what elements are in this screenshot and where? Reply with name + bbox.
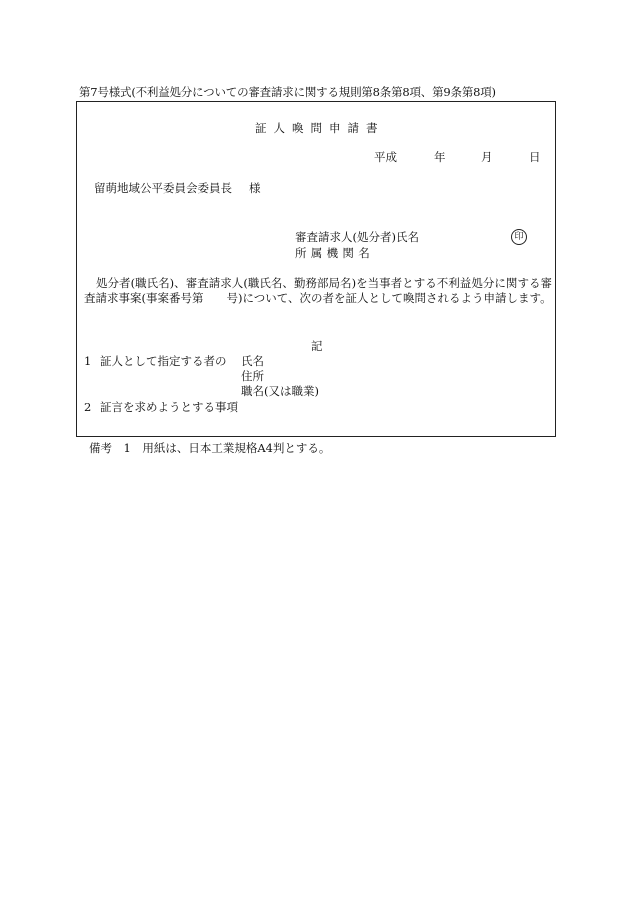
witness-address-label: 住所 [241, 369, 264, 383]
item-2-number: 2 [84, 400, 92, 414]
addressee-suffix: 様 [249, 181, 261, 195]
witness-occupation-label: 職名(又は職業) [241, 384, 319, 398]
claimant-name-label: 審査請求人(処分者)氏名 [295, 230, 419, 244]
addressee: 留萌地域公平委員会委員長 [94, 181, 232, 195]
request-body-text: 処分者(職氏名)、審査請求人(職氏名、勤務部局名)を当事者とする不利益処分に関する審査請求事案(事案番号第 号)について、次の者を証人として喚問されるよう申請します。 [84, 276, 552, 305]
item-2-text: 証言を求めようとする事項 [100, 400, 238, 414]
affiliation-label: 所属機関名 [295, 246, 374, 260]
date-month: 月 [481, 150, 493, 164]
remarks-note: 備考 1 用紙は、日本工業規格A4判とする。 [89, 441, 331, 455]
date-day: 日 [529, 150, 541, 164]
form-header: 第7号様式(不利益処分についての審査請求に関する規則第8条第8項、第9条第8項) [79, 85, 496, 99]
date-year: 年 [434, 150, 446, 164]
document-title: 証人喚問申請書 [255, 121, 385, 135]
witness-name-label: 氏名 [241, 354, 264, 368]
item-1-number: 1 [84, 354, 92, 368]
ki-heading: 記 [311, 339, 323, 353]
seal-mark: 印 [511, 229, 527, 245]
date-era: 平成 [374, 150, 397, 164]
item-1-text: 証人として指定する者の [100, 354, 227, 368]
